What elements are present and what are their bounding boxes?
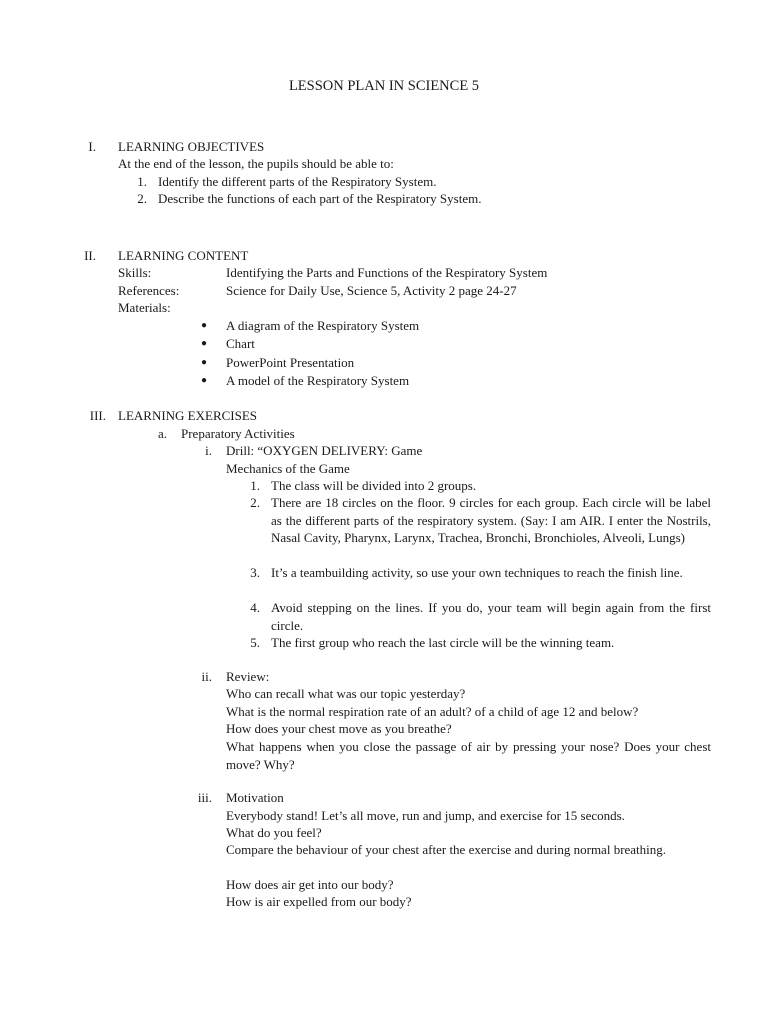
game-rule: The first group who reach the last circle will be the winning team. bbox=[271, 635, 615, 650]
references-value: Science for Daily Use, Science 5, Activity 2 page 24-27 bbox=[226, 283, 517, 298]
motivation-line: How does air get into our body? bbox=[226, 877, 394, 892]
roman-numeral-i: i. bbox=[205, 443, 212, 458]
rule-number: 2. bbox=[250, 495, 260, 510]
motivation-line: What do you feel? bbox=[226, 825, 322, 840]
section-3-numeral: III. bbox=[89, 408, 106, 423]
drill-title: Drill: “OXYGEN DELIVERY: Game bbox=[226, 443, 423, 458]
section-2-heading: LEARNING CONTENT bbox=[118, 248, 249, 263]
section-1-numeral: I. bbox=[88, 139, 96, 154]
rule-number: 4. bbox=[250, 600, 260, 615]
bullet-icon: ● bbox=[201, 375, 208, 386]
bullet-icon: ● bbox=[201, 338, 208, 349]
bullet-icon: ● bbox=[201, 357, 208, 368]
game-rule: There are 18 circles on the floor. 9 circles for each group. Each circle will be label as the different parts of the respiratory system. (Say: I am AIR. I enter the Nostrils, Nasal Cavity, Pharynx, Larynx, Trachea, Bronchi, Bronchioles, Alveoli, Lungs) bbox=[271, 495, 711, 545]
review-label: Review: bbox=[226, 669, 270, 684]
material-item: A diagram of the Respiratory System bbox=[226, 318, 420, 333]
material-item: Chart bbox=[226, 336, 255, 351]
material-item: A model of the Respiratory System bbox=[226, 373, 410, 388]
section-3-heading: LEARNING EXERCISES bbox=[118, 408, 258, 423]
objectives-intro: At the end of the lesson, the pupils should be able to: bbox=[118, 156, 394, 171]
skills-value: Identifying the Parts and Functions of the Respiratory System bbox=[226, 265, 548, 280]
material-item: PowerPoint Presentation bbox=[226, 355, 355, 370]
objective-item: Describe the functions of each part of the Respiratory System. bbox=[158, 191, 482, 206]
rule-number: 5. bbox=[250, 635, 260, 650]
objective-number: 2. bbox=[137, 191, 147, 206]
game-rule: It’s a teambuilding activity, so use your own techniques to reach the finish line. bbox=[271, 565, 683, 580]
rule-number: 1. bbox=[250, 478, 260, 493]
page-title: LESSON PLAN IN SCIENCE 5 bbox=[288, 78, 480, 94]
materials-label: Materials: bbox=[118, 300, 171, 315]
game-rule: The class will be divided into 2 groups. bbox=[271, 478, 477, 493]
preparatory-activities-label: Preparatory Activities bbox=[181, 426, 295, 441]
review-question: How does your chest move as you breathe? bbox=[226, 721, 452, 736]
section-2-numeral: II. bbox=[84, 248, 96, 263]
skills-label: Skills: bbox=[118, 265, 152, 280]
objective-number: 1. bbox=[137, 174, 147, 189]
roman-numeral-iii: iii. bbox=[197, 790, 212, 805]
motivation-label: Motivation bbox=[226, 790, 284, 805]
review-question: Who can recall what was our topic yesterday? bbox=[226, 686, 466, 701]
mechanics-label: Mechanics of the Game bbox=[226, 461, 350, 476]
motivation-line: Compare the behaviour of your chest after the exercise and during normal breathing. bbox=[226, 842, 667, 857]
game-rule: Avoid stepping on the lines. If you do, your team will begin again from the first circle. bbox=[271, 600, 711, 633]
motivation-line: Everybody stand! Let’s all move, run and jump, and exercise for 15 seconds. bbox=[226, 808, 625, 823]
references-label: References: bbox=[118, 283, 180, 298]
roman-numeral-ii: ii. bbox=[201, 669, 212, 684]
section-1-heading: LEARNING OBJECTIVES bbox=[118, 139, 265, 154]
rule-number: 3. bbox=[250, 565, 260, 580]
objective-item: Identify the different parts of the Respiratory System. bbox=[158, 174, 437, 189]
review-question: What happens when you close the passage of air by pressing your nose? Does your chest move? Why? bbox=[226, 739, 711, 772]
review-question: What is the normal respiration rate of an adult? of a child of age 12 and below? bbox=[226, 704, 639, 719]
motivation-line: How is air expelled from our body? bbox=[226, 894, 412, 909]
bullet-icon: ● bbox=[201, 320, 208, 331]
subsection-letter: a. bbox=[157, 426, 167, 441]
